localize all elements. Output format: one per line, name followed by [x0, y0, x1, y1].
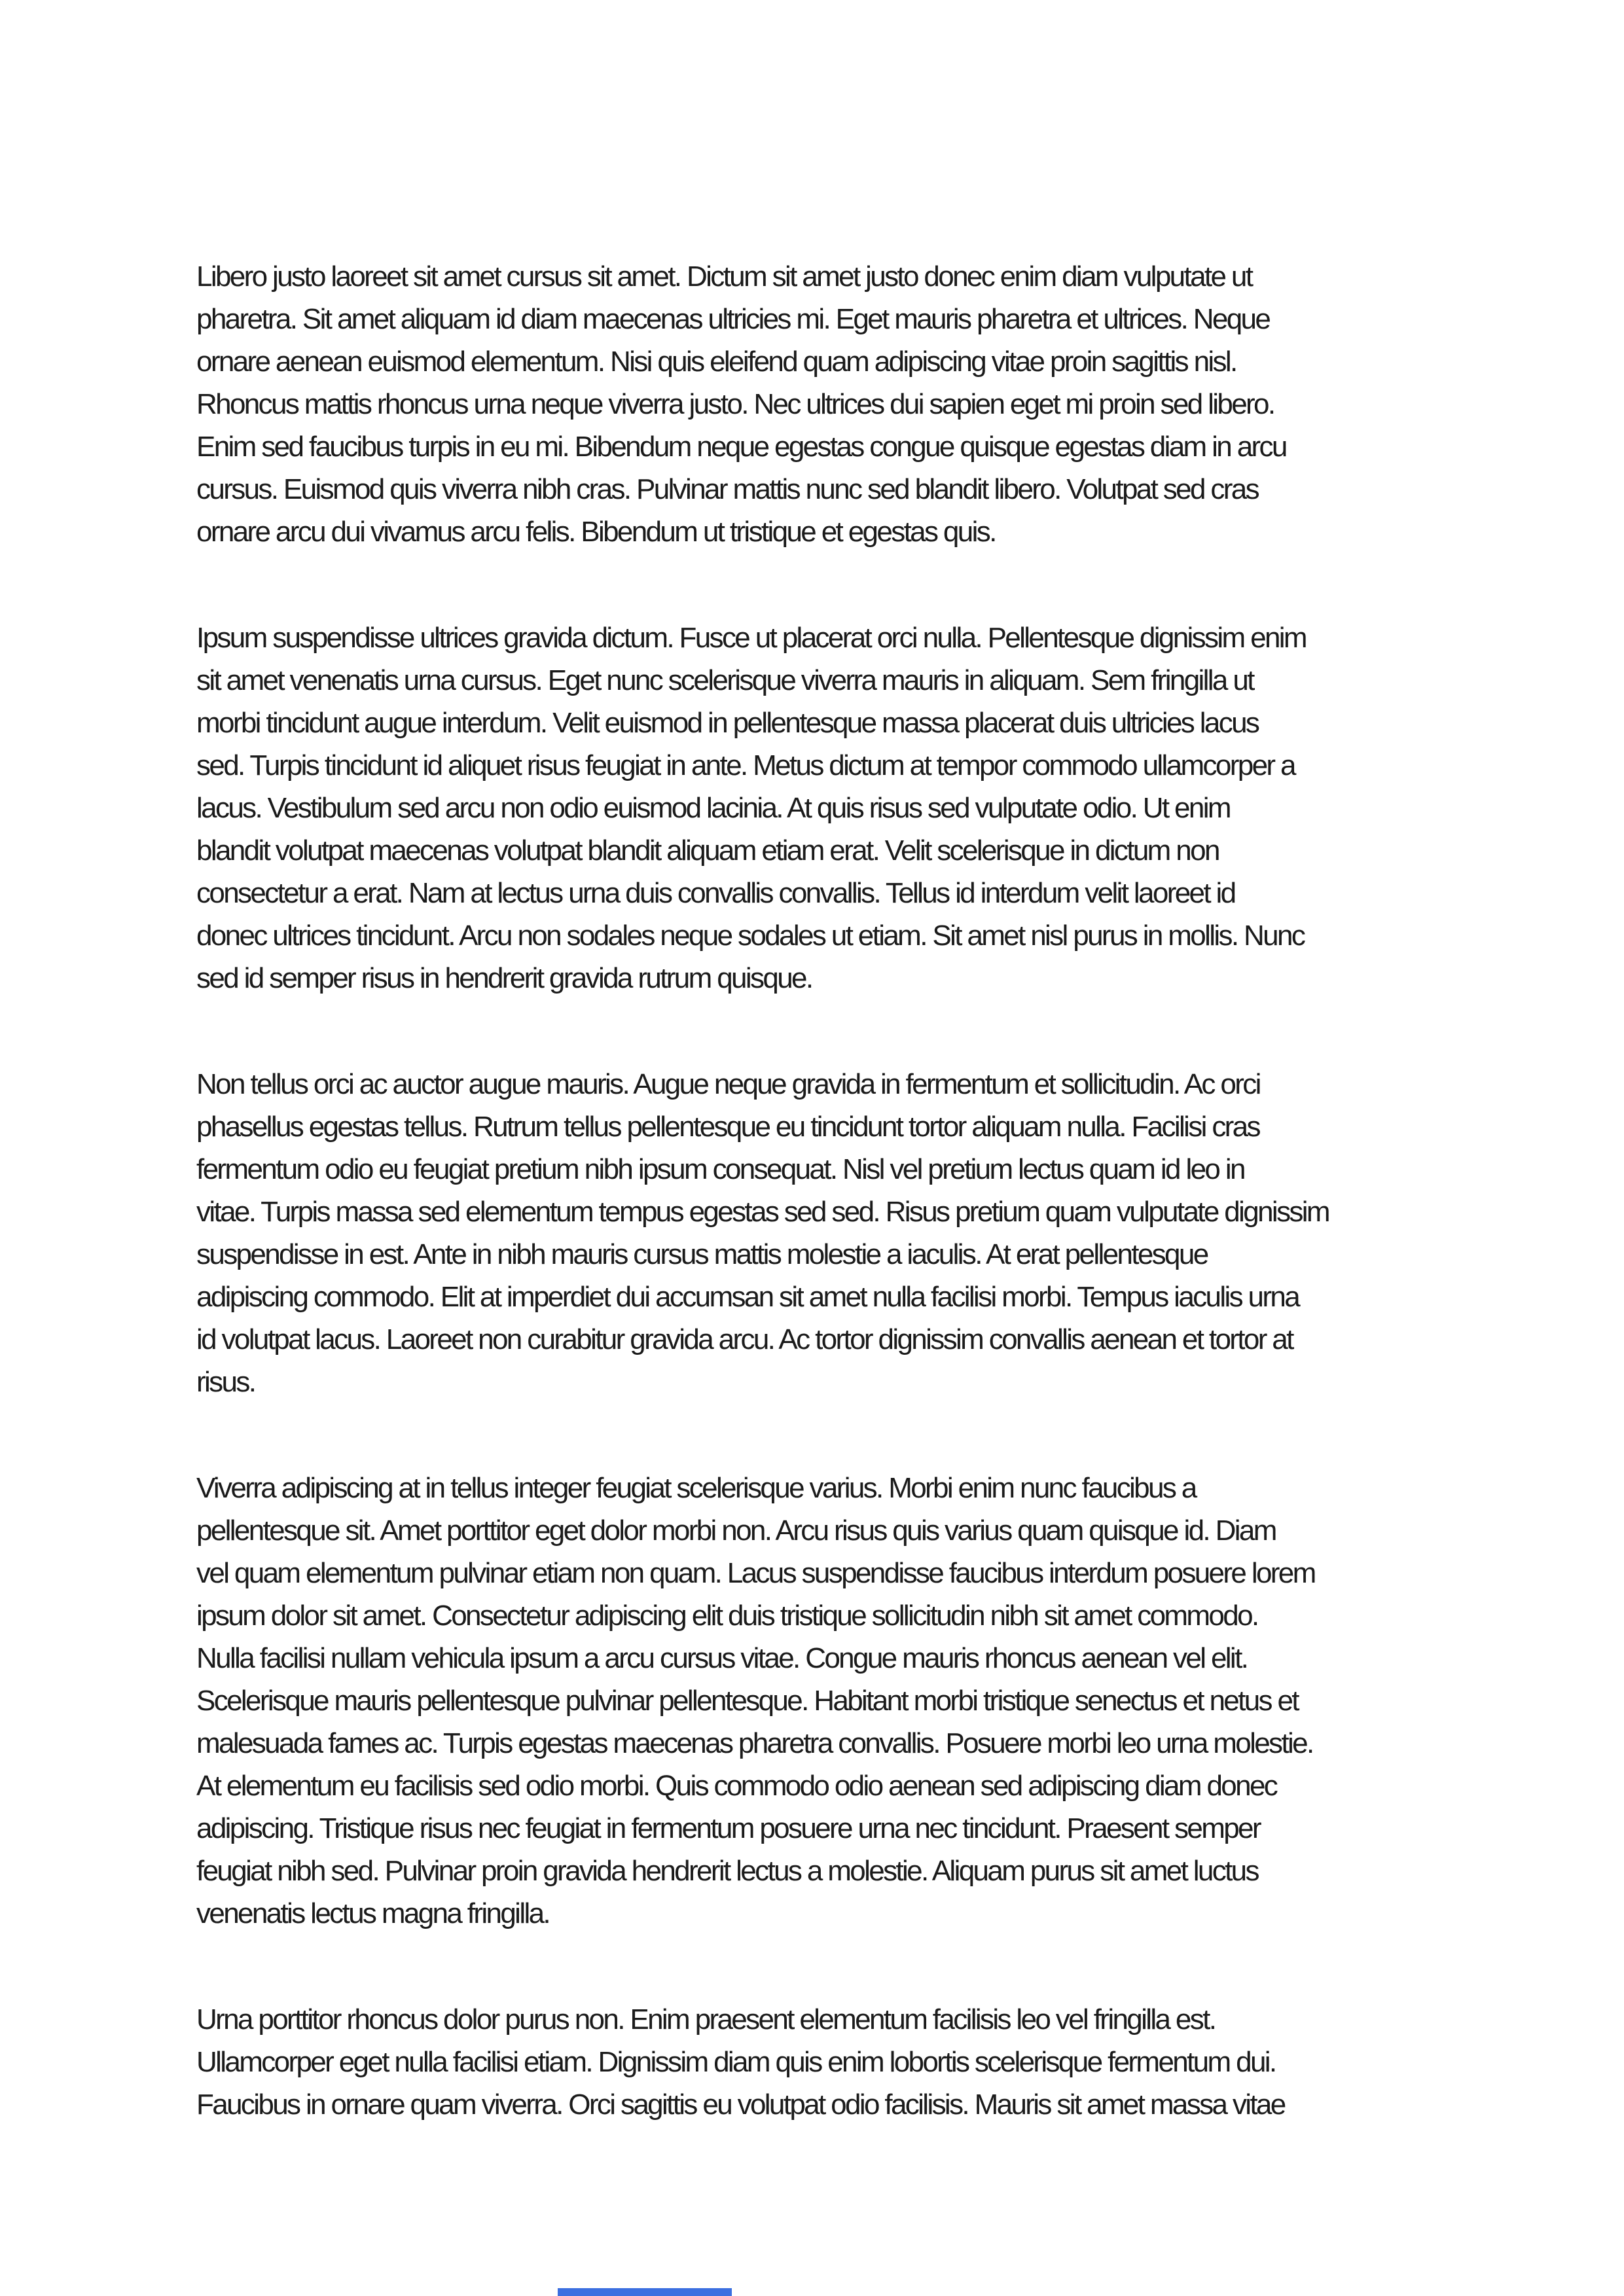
text-line: pellentesque sit. Amet porttitor eget dolor morbi non. Arcu risus quis varius quam quisque id. Diam — [196, 1515, 1276, 1547]
text-line: vitae. Turpis massa sed elementum tempus egestas sed sed. Risus pretium quam vulputate dignissim — [196, 1196, 1329, 1228]
paragraph — [196, 1063, 1437, 1403]
text-line: Rhoncus mattis rhoncus urna neque viverra justo. Nec ultrices dui sapien eget mi proin sed libero. — [196, 388, 1274, 420]
text-line: sed id semper risus in hendrerit gravida rutrum quisque. — [196, 962, 812, 994]
bottom-blue-bar — [558, 2288, 732, 2296]
text-line: adipiscing commodo. Elit at imperdiet dui accumsan sit amet nulla facilisi morbi. Tempus iaculis urna — [196, 1281, 1299, 1313]
text-line: Ullamcorper eget nulla facilisi etiam. Dignissim diam quis enim lobortis scelerisque fermentum dui. — [196, 2046, 1276, 2078]
text-line: risus. — [196, 1366, 255, 1398]
text-line: blandit volutpat maecenas volutpat blandit aliquam etiam erat. Velit scelerisque in dictum non — [196, 834, 1219, 867]
text-line: id volutpat lacus. Laoreet non curabitur gravida arcu. Ac tortor dignissim convallis aenean et tortor at — [196, 1323, 1293, 1355]
paragraph — [196, 255, 1437, 553]
text-line: vel quam elementum pulvinar etiam non quam. Lacus suspendisse faucibus interdum posuere lorem — [196, 1557, 1315, 1589]
text-line: At elementum eu facilisis sed odio morbi. Quis commodo odio aenean sed adipiscing diam donec — [196, 1770, 1277, 1802]
text-line: lacus. Vestibulum sed arcu non odio euismod lacinia. At quis risus sed vulputate odio. Ut enim — [196, 792, 1230, 824]
text-line: Libero justo laoreet sit amet cursus sit amet. Dictum sit amet justo donec enim diam vulputate ut — [196, 260, 1252, 293]
text-line: ornare aenean euismod elementum. Nisi quis eleifend quam adipiscing vitae proin sagittis nisl. — [196, 346, 1236, 378]
text-line: Ipsum suspendisse ultrices gravida dictum. Fusce ut placerat orci nulla. Pellentesque dignissim enim — [196, 622, 1306, 654]
text-line: Urna porttitor rhoncus dolor purus non. Enim praesent elementum facilisis leo vel fringilla est. — [196, 2003, 1216, 2036]
text-line: Faucibus in ornare quam viverra. Orci sagittis eu volutpat odio facilisis. Mauris sit amet massa vitae — [196, 2089, 1285, 2121]
text-line: Nulla facilisi nullam vehicula ipsum a arcu cursus vitae. Congue mauris rhoncus aenean vel elit. — [196, 1642, 1248, 1674]
text-line: morbi tincidunt augue interdum. Velit euismod in pellentesque massa placerat duis ultricies lacus — [196, 707, 1259, 739]
text-line: adipiscing. Tristique risus nec feugiat in fermentum posuere urna nec tincidunt. Praesent semper — [196, 1812, 1260, 1844]
text-line: Enim sed faucibus turpis in eu mi. Bibendum neque egestas congue quisque egestas diam in arcu — [196, 431, 1286, 463]
text-line: donec ultrices tincidunt. Arcu non sodales neque sodales ut etiam. Sit amet nisl purus in mollis. Nunc — [196, 920, 1305, 952]
paragraph — [196, 1998, 1437, 2126]
text-line: Viverra adipiscing at in tellus integer feugiat scelerisque varius. Morbi enim nunc faucibus a — [196, 1472, 1196, 1504]
text-line: pharetra. Sit amet aliquam id diam maecenas ultricies mi. Eget mauris pharetra et ultrices. Neque — [196, 303, 1270, 335]
text-line: malesuada fames ac. Turpis egestas maecenas pharetra convallis. Posuere morbi leo urna molestie. — [196, 1727, 1313, 1759]
text-line: fermentum odio eu feugiat pretium nibh ipsum consequat. Nisl vel pretium lectus quam id leo in — [196, 1153, 1244, 1185]
text-line: consectetur a erat. Nam at lectus urna duis convallis convallis. Tellus id interdum velit laoreet id — [196, 877, 1235, 909]
text-line: ipsum dolor sit amet. Consectetur adipiscing elit duis tristique sollicitudin nibh sit amet commodo. — [196, 1600, 1258, 1632]
text-line: sit amet venenatis urna cursus. Eget nunc scelerisque viverra mauris in aliquam. Sem fringilla ut — [196, 664, 1254, 696]
document-body-text — [196, 255, 1437, 2189]
text-line: feugiat nibh sed. Pulvinar proin gravida hendrerit lectus a molestie. Aliquam purus sit amet luctus — [196, 1855, 1258, 1887]
text-line: ornare arcu dui vivamus arcu felis. Bibendum ut tristique et egestas quis. — [196, 516, 996, 548]
paragraph — [196, 1467, 1437, 1935]
text-line: suspendisse in est. Ante in nibh mauris cursus mattis molestie a iaculis. At erat pellentesque — [196, 1238, 1208, 1270]
paragraph — [196, 617, 1437, 999]
text-line: Scelerisque mauris pellentesque pulvinar pellentesque. Habitant morbi tristique senectus et netus et — [196, 1685, 1298, 1717]
text-line: phasellus egestas tellus. Rutrum tellus pellentesque eu tincidunt tortor aliquam nulla. Facilisi cras — [196, 1111, 1259, 1143]
text-line: sed. Turpis tincidunt id aliquet risus feugiat in ante. Metus dictum at tempor commodo ullamcorper a — [196, 749, 1295, 781]
text-line: cursus. Euismod quis viverra nibh cras. Pulvinar mattis nunc sed blandit libero. Volutpat sed cras — [196, 473, 1258, 505]
text-line: Non tellus orci ac auctor augue mauris. Augue neque gravida in fermentum et sollicitudin. Ac orci — [196, 1068, 1260, 1100]
text-line: venenatis lectus magna fringilla. — [196, 1897, 549, 1929]
